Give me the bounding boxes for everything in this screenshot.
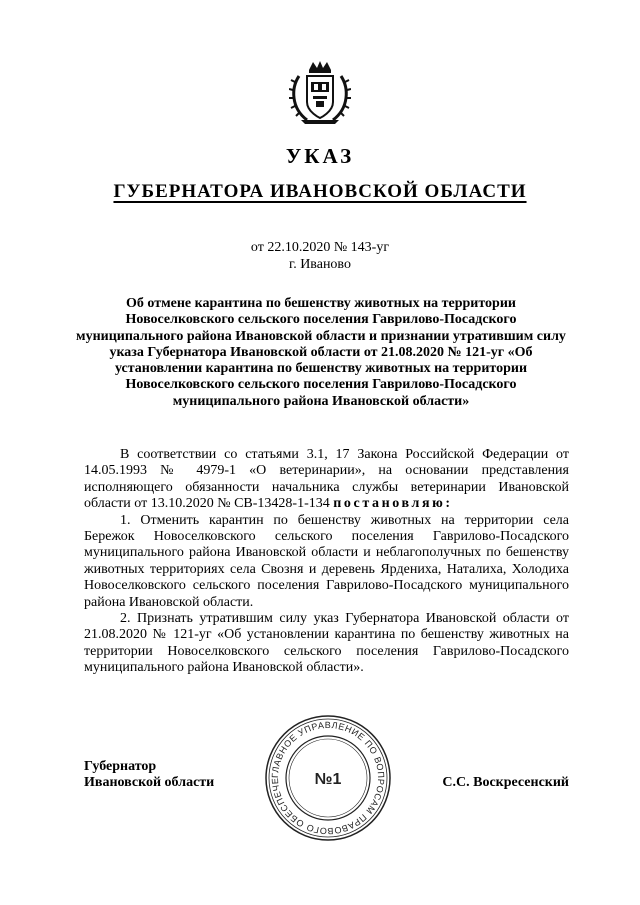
coat-of-arms-icon xyxy=(289,60,351,126)
stamp-ring-text: ГЛАВНОЕ УПРАВЛЕНИЕ ПО ВОПРОСАМ ПРАВОВОГО ОБЕСПЕЧЕ xyxy=(269,719,387,837)
decree-heading xyxy=(72,296,570,410)
document-subtitle: ГУБЕРНАТОРА ИВАНОВСКОЙ ОБЛАСТИ xyxy=(113,181,527,202)
stamp-number: №1 xyxy=(314,771,342,788)
signatory-position xyxy=(84,759,214,792)
document-title: УКАЗ xyxy=(285,144,355,168)
position-line-2: Ивановской области xyxy=(84,775,215,791)
registration-stamp-icon xyxy=(262,712,394,844)
position-line-1: Губернатор xyxy=(84,759,157,774)
intro-paragraph: В соответствии со статьями 3.1, 17 Закона Российской Федерации от 14.05.1993 № 4979-1 «О ветеринарии», на основании представления исполняющего обязанности начальника службы ветеринарии Ивановской области от 13.10.2020 № СВ-13428-1-134 постановляю: xyxy=(84,447,569,512)
decree-body xyxy=(84,447,569,677)
decree-word: постановляю: xyxy=(333,496,453,512)
date-number-line: от 22.10.2020 № 143-уг xyxy=(250,240,390,255)
signatory-name: С.С. Воскресенский xyxy=(442,775,569,790)
heading-part1: Об отмене карантина по бешенству животных на территории Новоселковского сельского поселения Гаврилово-Посадского муниципального района Ивановской области и признании утратившим силу указа Губернатора Ивановской области xyxy=(76,296,566,360)
item-1-paragraph: 1. Отменить карантин по бешенству животных на территории села Бережок Новоселковского сельского поселения Гаврилово-Посадского муниципального района Ивановской области и неблагополучных по бешенству животных территориях села Свозня и деревень Ярдениха, Наталиха, Холодиха Новоселковского сельского поселения Гаврилово-Посадского муниципального района Ивановской области. xyxy=(84,512,569,610)
heading-part2: от 21.08.2020 № 121-уг «Об установлении карантина по бешенству животных на территории Новоселковского сельского поселения Гаврилово-Посадского муниципального района Ивановской области» xyxy=(114,344,533,409)
city-line: г. Иваново xyxy=(289,257,351,272)
item-2-paragraph: 2. Признать утратившим силу указ Губернатора Ивановской области от 21.08.2020 № 121-уг «Об установлении карантина по бешенству животных на территории Новоселковского сельского поселения Гаврилово-Посадского муниципального района Ивановской области». xyxy=(84,611,569,676)
